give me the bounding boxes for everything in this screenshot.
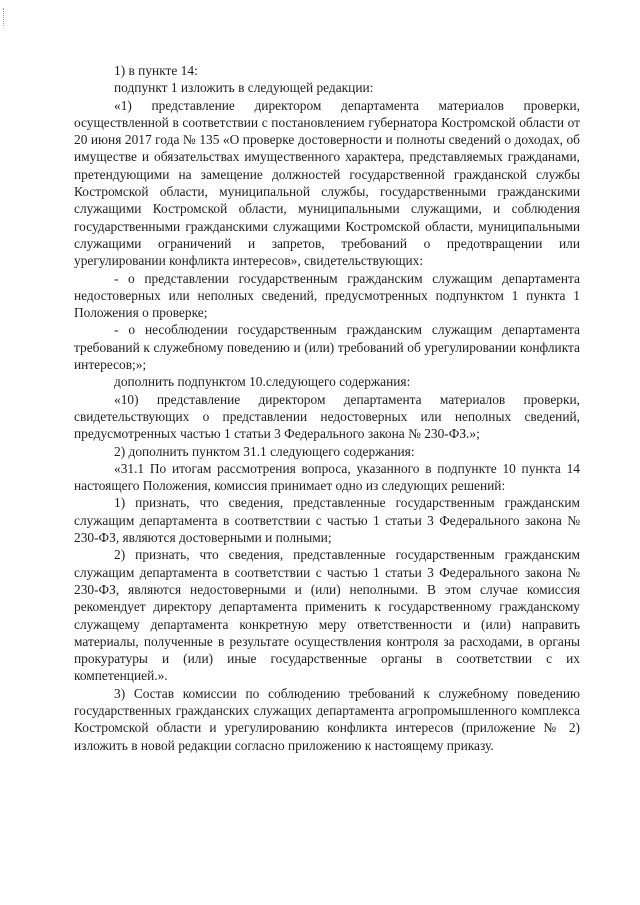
- paragraph-item-2-header: 2) дополнить пунктом 31.1 следующего содержания:: [114, 443, 415, 459]
- document-page: [74, 62, 580, 754]
- paragraph-bullet-1: - о представлении государственным гражданским служащим департамента недостоверных или неполных сведений, предусмотренных подпунктом 1 пункта 1 Положения о проверке;: [74, 270, 580, 321]
- paragraph-point-31-1: «31.1 По итогам рассмотрения вопроса, указанного в подпункте 10 пункта 14 настоящего Положения, комиссия принимает одно из следующих решений:: [74, 460, 580, 494]
- scan-margin-mark: [3, 8, 6, 26]
- paragraph-item-3: 3) Состав комиссии по соблюдению требований к служебному поведению государственных гражданских служащих департамента агропромышленного комплекса Костромской области и урегулированию конфликта интересов (приложение № 2) изложить в новой редакции согласно приложению к настоящему приказу.: [74, 685, 580, 753]
- paragraph-subitem-1-intro: подпункт 1 изложить в следующей редакции:: [114, 80, 374, 96]
- paragraph-decision-1: 1) признать, что сведения, представленные государственным гражданским служащим департамента в соответствии с частью 1 статьи 3 Федерального закона № 230-ФЗ, являются достоверными и полными;: [74, 495, 580, 546]
- paragraph-subitem-1-text: «1) представление директором департамента материалов проверки, осуществленной в соответствии с постановлением губернатора Костромской области от 20 июня 2017 года № 135 «О проверке достоверности и полноты сведений о доходах, об имуществе и обязательствах имущественного характера, представляемых гражданами, претендующими на замещение должностей государственной гражданской службы Костромской области, муниципальной службы, государственными гражданскими служащими Костромской области, муниципальными служащими, и соблюдения государственными гражданскими служащими Костромской области, муниципальными служащими ограничений и запретов, требований о предотвращении или урегулировании конфликта интересов», свидетельствующих:: [74, 97, 580, 269]
- paragraph-decision-2: 2) признать, что сведения, представленные государственным гражданским служащим департамента в соответствии с частью 1 статьи 3 Федерального закона № 230-ФЗ, являются недостоверными и (или) неполными. В этом случае комиссия рекомендует директору департамента применить к государственному гражданскому служащему департамента конкретную меру ответственности и (или) направить материалы, полученные в результате осуществления контроля за расходами, в органы прокуратуры и (или) иные государственные органы в соответствии с их компетенцией.».: [74, 547, 580, 684]
- paragraph-subitem-10-text: «10) представление директором департамента материалов проверки, свидетельствующих о представлении недостоверных или неполных сведений, предусмотренных частью 1 статьи 3 Федерального закона № 230-ФЗ.»;: [74, 391, 580, 442]
- paragraph-item-1-header: 1) в пункте 14:: [114, 63, 198, 78]
- paragraph-subitem-10-intro: дополнить подпунктом 10.следующего содержания:: [114, 374, 411, 390]
- paragraph-bullet-2: - о несоблюдении государственным гражданским служащим департамента требований к служебному поведению и (или) требований об урегулировании конфликта интересов;»;: [74, 322, 580, 373]
